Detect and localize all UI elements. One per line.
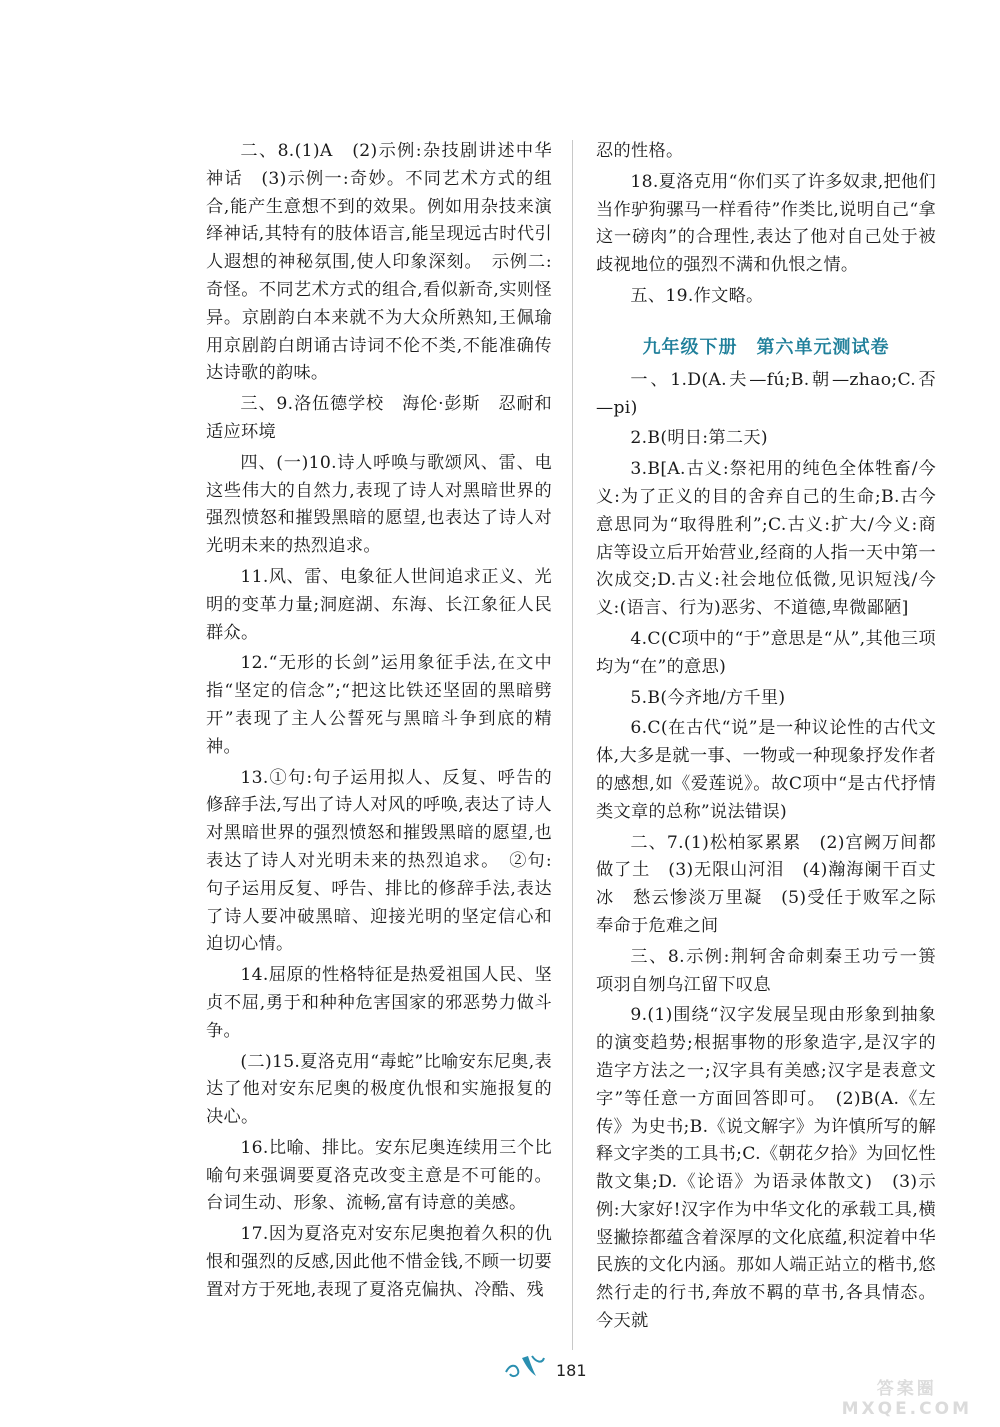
page-number: 181 xyxy=(556,1361,587,1380)
right-column-top xyxy=(596,138,936,311)
answer-paragraph: 3.B[A.古义:祭祀用的纯色全体牲畜/今义:为了正义的目的舍弃自己的生命;B.古今意思同为“取得胜利”;C.古义:扩大/今义:商店等设立后开始营业,经商的人指一天中第一次成交;D.古义:社会地位低微,见识短浅/今义:(语言、行为)恶劣、不道德,卑微鄙陋] xyxy=(596,459,936,619)
answer-paragraph: 18.夏洛克用“你们买了许多奴隶,把他们当作驴狗骡马一样看待”作类比,说明自己“拿这一磅肉”的合理性,表达了他对自己处于被歧视地位的强烈不满和仇恨之情。 xyxy=(596,171,936,276)
answer-paragraph: 一、1.D(A.夫—fú;B.朝—zhao;C.否—pi) xyxy=(596,369,936,418)
answer-paragraph: 三、9.洛伍德学校 海伦·彭斯 忍耐和适应环境 xyxy=(206,394,552,442)
answer-paragraph: 二、7.(1)松柏冢累累 (2)宫阙万间都做了土 (3)无限山河泪 (4)瀚海阑干百丈冰 愁云惨淡万里凝 (5)受任于败军之际 奉命于危难之间 xyxy=(596,832,954,936)
watermark xyxy=(842,1374,972,1419)
answer-paragraph: 6.C(在古代“说”是一种议论性的古代文体,大多是就一事、一物或一种现象抒发作者的感想,如《爱莲说》。故C项中“是古代抒情类文章的总称”说法错误) xyxy=(596,718,936,822)
answer-paragraph: 2.B(明日:第二天) xyxy=(630,428,768,449)
right-column-bottom xyxy=(596,367,954,1336)
answer-paragraph: (二)15.夏洛克用“毒蛇”比喻安东尼奥,表达了他对安东尼奥的极度仇恨和实施报复的决心。 xyxy=(206,1051,552,1128)
answer-paragraph: 五、19.作文略。 xyxy=(630,285,764,306)
answer-paragraph: 5.B(今齐地/方千里) xyxy=(630,687,786,708)
section-title: 九年级下册 第六单元测试卷 xyxy=(642,336,890,358)
answer-paragraph: 三、8.示例:荆轲舍命刺秦王功亏一篑 项羽自刎乌江留下叹息 xyxy=(596,946,954,995)
answer-paragraph: 13.①句:句子运用拟人、反复、呼告的修辞手法,写出了诗人对风的呼唤,表达了诗人对黑暗世界的强烈愤怒和摧毁黑暗的愿望,也表达了诗人对光明未来的热烈追求。 ②句:句子运用反复、呼告、排比的修辞手法,表达了诗人要冲破黑暗、迎接光明的坚定信心和迫切心情。 xyxy=(206,767,552,955)
answer-paragraph: 11.风、雷、电象征人世间追求正义、光明的变革力量;洞庭湖、东海、长江象征人民群众。 xyxy=(206,566,552,643)
answer-paragraph: 4.C(C项中的“于”意思是“从”,其他三项均为“在”的意思) xyxy=(596,628,936,677)
answer-paragraph: 忍的性格。 xyxy=(596,141,684,161)
publisher-logo-icon xyxy=(502,1352,546,1384)
answer-paragraph: 16.比喻、排比。安东尼奥连续用三个比喻句来强调要夏洛克改变主意是不可能的。台词生动、形象、流畅,富有诗意的美感。 xyxy=(206,1137,552,1214)
right-column xyxy=(596,138,954,1339)
answer-paragraph: 二、8.(1)A (2)示例:杂技剧讲述中华神话 (3)示例一:奇妙。不同艺术方式的组合,能产生意想不到的效果。例如用杂技来演绎神话,其特有的肢体语言,能呈现远古时代引人遐想的神秘氛围,使人印象深刻。 示例二:奇怪。不同艺术方式的组合,看似新奇,实则怪异。京剧韵白本来就不为大众所熟知,王佩瑜用京剧韵白朗诵古诗词不伦不类,不能准确传达诗歌的韵味。 xyxy=(206,141,552,384)
answer-paragraph: 17.因为夏洛克对安东尼奥抱着久积的仇恨和强烈的反感,因此他不惜金钱,不顾一切要置对方于死地,表现了夏洛克偏执、冷酷、残 xyxy=(206,1224,552,1300)
answer-paragraph: 四、(一)10.诗人呼唤与歌颂风、雷、电这些伟大的自然力,表现了诗人对黑暗世界的强烈愤怒和摧毁黑暗的愿望,也表达了诗人对光明未来的热烈追求。 xyxy=(206,452,552,557)
answer-paragraph: 9.(1)围绕“汉字发展呈现由形象到抽象的演变趋势;根据事物的形象造字,是汉字的造字方法之一;汉字具有美感;汉字是表意文字”等任意一方面回答即可。 (2)B(A.《左传》为史书;B.《说文解字》为许慎所写的解释文字类的工具书;C.《朝花夕拾》为回忆性散文集;D.《论语》为语录体散文) (3)示例:大家好!汉字作为中华文化的承载工具,横竖撇捺都蕴含着深厚的文化底蕴,积淀着中华民族的文化内涵。那如人端正站立的楷书,悠然行走的行书,奔放不羁的草书,各具情态。今天就 xyxy=(596,1005,936,1332)
watermark-line2: MXQE.COM xyxy=(841,1399,972,1419)
answer-paragraph: 12.“无形的长剑”运用象征手法,在文中指“坚定的信念”;“把这比铁还坚固的黑暗劈开”表现了主人公誓死与黑暗斗争到底的精神。 xyxy=(206,653,552,757)
column-divider xyxy=(572,140,573,1350)
watermark-line1: 答案圈 xyxy=(876,1379,937,1399)
answer-paragraph: 14.屈原的性格特征是热爱祖国人民、坚贞不屈,勇于和种种危害国家的邪恶势力做斗争。 xyxy=(206,965,552,1041)
left-column xyxy=(206,138,552,1308)
